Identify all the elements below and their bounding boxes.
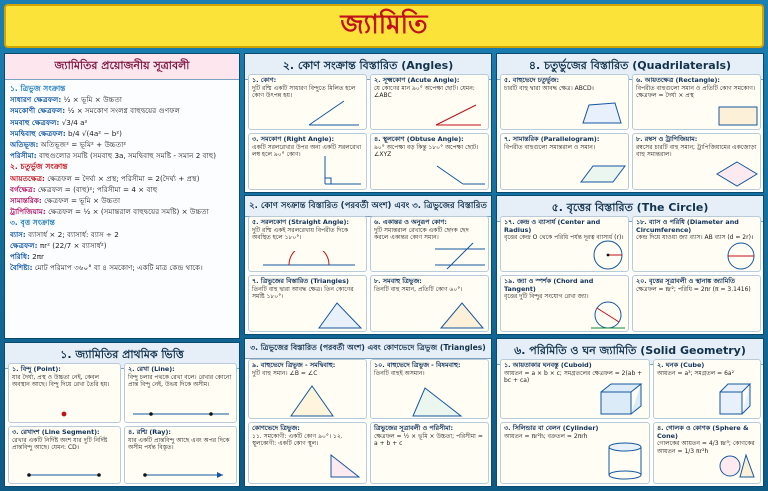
rhombus-trapezium-box: ৮. রম্বস ও ট্রাপিজিয়াম: রম্বসের চারটি বাহু সমান; ট্রাপিজিয়ামের একজোড়া বাহু সমান্তরাল। (632, 133, 761, 190)
cuboid-box: ১. আয়তাকার ঘনবস্তু (Cuboid) আয়তন = a × b × c; সমগ্রতলের ক্ষেত্রফল = 2(ab + bc + ca) (500, 359, 650, 419)
acute-angle-diagram (431, 97, 486, 129)
isosceles-diagram (287, 384, 337, 418)
rectangle-diagram (717, 105, 759, 127)
formula-line: ক্ষেত্রফল: πr² (22/7 × ব্যাসার্ধ²) (10, 240, 107, 250)
circle-formula-box: ২০. বৃত্তের সূত্রাবলী ও স্থানাঙ্ক জ্যামিতি ক্ষেত্রফল = πr²; পরিধি = 2πr (π = 3.1416) (632, 275, 761, 332)
cylinder-box: ৩. সিলিন্ডার বা বেলন (Cylinder) আয়তন = πr²h; বক্রতল = 2πrh (500, 422, 650, 484)
segment-box: ৩. রেখাংশ (Line Segment): রেখার একটি নির্দিষ্ট অংশ যার দুটি নির্দিষ্ট প্রান্তবিন্দু আছে। যেমন: CD। (8, 426, 121, 484)
section-quadrilateral: ২. চতুর্ভুজ সংক্রান্ত (10, 162, 68, 172)
formula-line: বর্গক্ষেত্র: ক্ষেত্রফল = (বাহু)²; পরিসীমা = 4 × বাহু (10, 184, 158, 194)
cube-diagram (716, 380, 756, 416)
formula-line: সমকোণী ক্ষেত্রফল: ½ × সমকোণ সংলগ্ন বাহুদ্বয়ের গুণফল (10, 106, 180, 116)
right-angle-box: ৩. সমকোণ (Right Angle): একটি সরলরেখার উপর অন্য একটি সরলরেখা লম্ব হলে ৯০° কোণ। (248, 133, 367, 190)
formula-line: পরিসীমা: বাহুগুলোর সমষ্টি (সমবাহু 3a, সমদ্বিবাহু সমষ্টি - সমান 2 বাহু) (10, 151, 217, 161)
circle-panel (496, 195, 764, 335)
scalene-diagram (409, 384, 465, 418)
diameter-box: ১৮. ব্যাস ও পরিধি (Diameter and Circumference) কেন্দ্র দিয়ে যাওয়া জ্যা ব্যাস। AB ব্যাস (d = 2r)। (632, 216, 761, 272)
ray-box: ৪. রশ্মি (Ray): যার একটি প্রান্তবিন্দু আছে এবং অপর দিকে অসীম পর্যন্ত বিস্তৃত। (124, 426, 237, 484)
angles-triangles-panel (244, 195, 492, 335)
formula-line: সাধারণ ক্ষেত্রফল: ½ × ভূমি × উচ্চতা (10, 95, 122, 105)
chord-diagram (589, 298, 627, 330)
angle-diagram (304, 97, 364, 129)
triangle-box: ৭. ত্রিভুজের বিস্তারিত (Triangles) তিনটি বাহু দ্বারা আবদ্ধ ক্ষেত্র। তিন কোণের সমষ্টি ১৮০°। (248, 275, 367, 332)
line-box: ২. রেখা (Line): বিন্দু চলার পথকে রেখা বলে। রেখার কোনো প্রান্ত বিন্দু নেই, উভয় দিকে অসীম। (124, 363, 237, 423)
triangles-header: ৩. ত্রিভুজের বিস্তারিত (পরবর্তী অংশ) এবং কোণভেদে ত্রিভুজ (Triangles) (245, 339, 491, 359)
right-angle-diagram (319, 152, 364, 188)
obtuse-angle-diagram (433, 156, 488, 188)
sphere-diagram (718, 451, 758, 481)
scalene-box: ১০. বাহুভেদে ত্রিভুজ - বিষমবাহু: তিনটি বাহুই অসমান। (370, 359, 489, 419)
formula-line: সামান্তরিক: ক্ষেত্রফল = ভূমি × উচ্চতা (10, 196, 121, 206)
line-diagram (131, 408, 231, 420)
section-triangle: ১. ত্রিভুজ সংক্রান্ত (10, 84, 66, 93)
quad-header: ৪. চতুর্ভুজের বিস্তারিত (Quadrilaterals) (497, 54, 763, 80)
formula-line: বৈশিষ্ট্য: মোট পরিমাপ ৩৬০° বা ৪ সমকোণ; একটি মাত্র কেন্দ্র থাকে। (10, 263, 203, 273)
angles-header: ২. কোণ সংক্রান্ত বিস্তারিত (Angles) (245, 54, 491, 80)
formula-line: পরিধি: 2πr (10, 252, 45, 262)
formula-line: সমবাহু ক্ষেত্রফল: √3/4 a² (10, 117, 88, 127)
basics-header: ১. জ্যামিতির প্রাথমিক ভিত্তি (5, 343, 239, 369)
acute-angle-box: ২. সূক্ষ্মকোণ (Acute Angle): যে কোণের মান ৯০° অপেক্ষা ছোট। যেমন: ∠ABC (370, 74, 489, 130)
section-circle: ৩. বৃত্ত সংক্রান্ত (10, 218, 55, 228)
triangles-panel (244, 338, 492, 487)
sphere-cone-box: ৪. গোলক ও কোণক (Sphere & Cone) গোলকের আয়তন = 4/3 πr³; কোণকের আয়তন = 1/3 πr²h (653, 422, 761, 484)
straight-angle-diagram (259, 251, 359, 271)
parallel-lines-diagram (433, 241, 488, 271)
center-radius-box: ১৭. কেন্দ্র ও ব্যাসার্ধ (Center and Radius) বৃত্তের কেন্দ্র O থেকে পরিধি পর্যন্ত দূরত্ব ব্যাসার্ধ (r)। (500, 216, 629, 272)
solid-geometry-panel (496, 338, 764, 487)
straight-angle-box: ৫. সরলকোণ (Straight Angle): দুটি রশ্মি একই সরলরেখায় বিপরীত দিকে অবস্থিত হলে ১৮০°। (248, 216, 367, 272)
formulas-header: জ্যামিতির প্রয়োজনীয় সূত্রাবলী (5, 54, 239, 80)
formula-line: ব্যাস: ব্যাসার্ধ × 2; ব্যাসার্ধ: ব্যাস ÷ 2 (10, 229, 119, 239)
ray-diagram (135, 469, 230, 481)
solid-header: ৬. পরিমিতি ও ঘন জ্যামিতি (Solid Geometry) (497, 339, 763, 365)
formula-line: আয়তক্ষেত্র: ক্ষেত্রফল = দৈর্ঘ্য × প্রস্থ; পরিসীমা = 2(দৈর্ঘ্য + প্রস্থ) (10, 173, 200, 183)
basics-panel (4, 342, 240, 487)
point-diagram (19, 408, 109, 420)
chord-tangent-box: ১৯. জ্যা ও স্পর্শক (Chord and Tangent) বৃত্তের দুটি বিন্দুর সংযোগ রেখা জ্যা। (500, 275, 629, 332)
cylinder-diagram (605, 441, 645, 483)
formulas-panel (4, 53, 240, 339)
angles-panel (244, 53, 492, 193)
radius-diagram (589, 239, 627, 271)
parallelogram-diagram (579, 162, 627, 186)
segment-diagram (19, 469, 109, 481)
diameter-diagram (723, 241, 759, 271)
angle-types-box: কোণভেদে ত্রিভুজ: ১১. সমকোণী: একটি কোণ ৯০°। ১২. স্থূলকোণী: একটি কোণ স্থূল। (248, 422, 367, 484)
formula-line: অতিভূজ: অতিভূজ² = ভূমি² + উচ্চতা² (10, 140, 127, 150)
quadrilateral-box: ৫. বাহুভেদে চতুর্ভুজ: চারটি বাহু দ্বারা আবদ্ধ ক্ষেত্র। ABCD। (500, 74, 629, 130)
quadrilateral-diagram (579, 99, 627, 127)
equilateral-diagram (437, 300, 487, 330)
angle-box: ১. কোণ: দুটি রশ্মি একটি সাধারণ বিন্দুতে মিলিত হলে কোণ উৎপন্ন হয়। (248, 74, 367, 130)
right-triangle-diagram (327, 451, 363, 481)
triangle-diagram (315, 300, 365, 330)
triangle-formula-box: ত্রিভুজের সূত্রাবলী ও পরিসীমা: ক্ষেত্রফল = ½ × ভূমি × উচ্চতা; পরিসীমা = a + b + c (370, 422, 489, 484)
title-banner (4, 4, 764, 48)
equilateral-box: ৮. সমবাহু ত্রিভুজ: তিনটি বাহু সমান, প্রতিটি কোণ ৬০°। (370, 275, 489, 332)
quadrilaterals-panel (496, 53, 764, 193)
obtuse-angle-box: ৪. স্থূলকোণ (Obtuse Angle): ৯০° অপেক্ষা বড় কিন্তু ১৮০° অপেক্ষা ছোট। ∠XYZ (370, 133, 489, 190)
parallelogram-box: ৭. সামান্তরিক (Parallelogram): বিপরীত বাহুগুলো সমান্তরাল ও সমান। (500, 133, 629, 190)
isosceles-box: ৯. বাহুভেদে ত্রিভুজ - সমদ্বিবাহু: দুটি বাহু সমান। ∠B = ∠C (248, 359, 367, 419)
rectangle-box: ৬. আয়তক্ষেত্র (Rectangle): বিপরীত বাহুগুলো সমান ও প্রতিটি কোণ সমকোণ। ক্ষেত্রফল = দৈর্ঘ্য × প্রস্থ (632, 74, 761, 130)
angles2-header: ২. কোণ সংক্রান্ত বিস্তারিত (পরবর্তী অংশ) এবং ৩. ত্রিভুজের বিস্তারিত (245, 196, 491, 217)
point-box: ১. বিন্দু (Point): যার দৈর্ঘ্য, প্রস্থ ও উচ্চতা নেই, কেবল অবস্থান আছে। বিন্দু দিয়ে রেখা তৈরি হয়। (8, 363, 121, 423)
cuboid-diagram (597, 380, 647, 416)
formula-line: ট্রাপিজিয়াম: ক্ষেত্রফল = ½ × (সমান্তরাল বাহুদ্বয়ের সমষ্টি) × উচ্চতা (10, 207, 209, 217)
circle-header: ৫. বৃত্তের বিস্তারিত (The Circle) (497, 196, 763, 222)
cube-box: ২. ঘনক (Cube) আয়তন = a³; সমগ্রতল = 6a² (653, 359, 761, 419)
alternate-angle-box: ৬. একান্তর ও অনুরূপ কোণ: দুটি সমান্তরাল রেখাকে একটি ছেদক ছেদ করলে একান্তর কোণ সমান। (370, 216, 489, 272)
rhombus-diagram (715, 160, 759, 188)
page-title: জ্যামিতি (340, 10, 428, 40)
formula-line: সমদ্বিবাহু ক্ষেত্রফল: b/4 √(4a² − b²) (10, 128, 122, 138)
